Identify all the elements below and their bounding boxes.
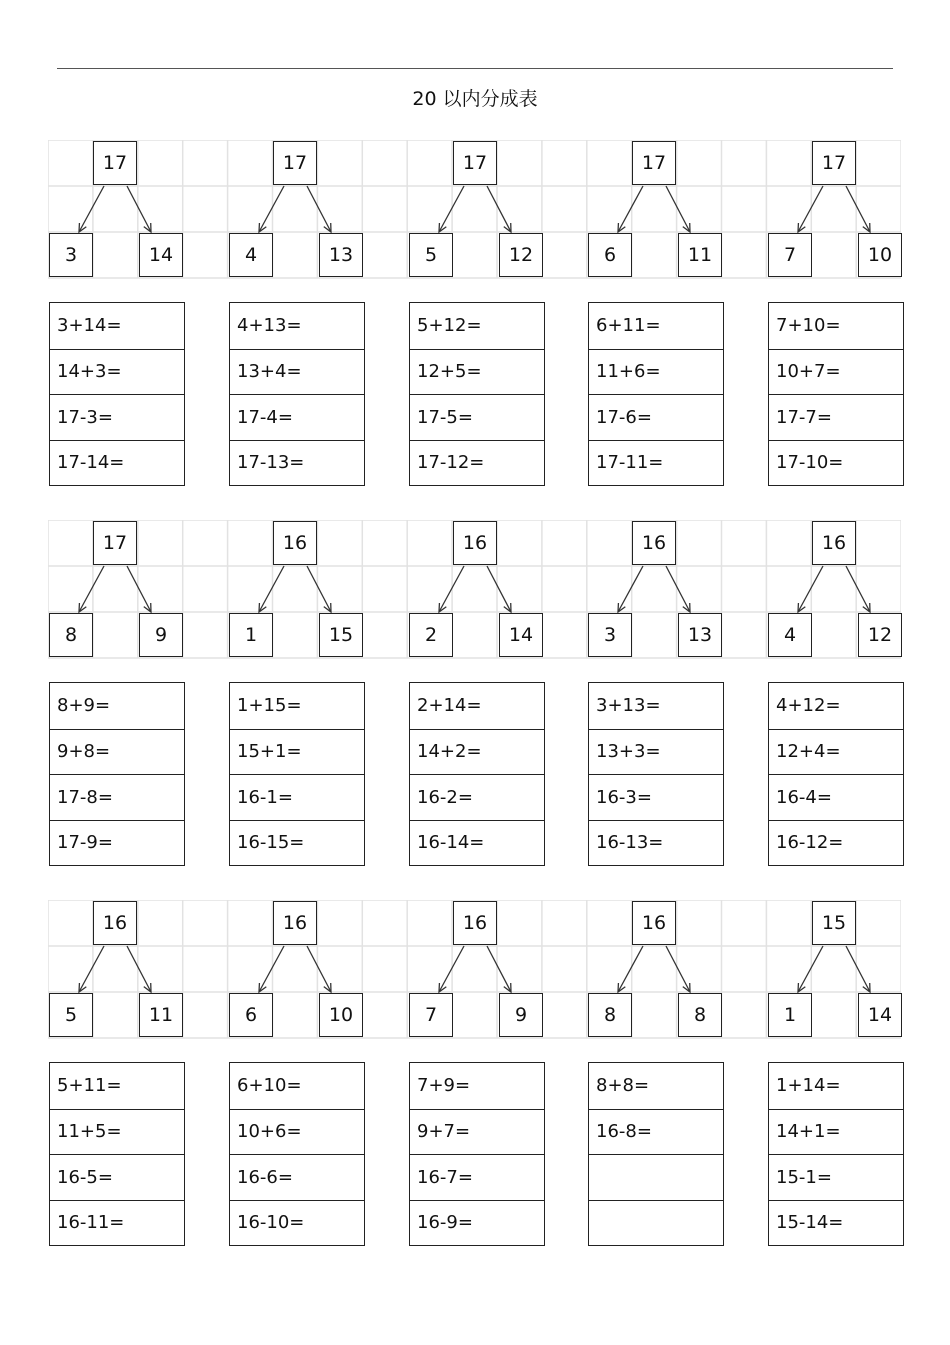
left-part-box: 7 [409, 993, 453, 1037]
equation-cell: 12+4= [769, 729, 903, 775]
equation-cell: 4+12= [776, 695, 841, 717]
arrow [307, 566, 331, 612]
right-part-box: 13 [319, 233, 363, 277]
arrow [798, 566, 823, 612]
equation-cell: 16-2= [410, 774, 544, 820]
equation-cell: 16-13= [589, 820, 723, 866]
arrow [259, 186, 284, 232]
equation-cell [589, 1200, 723, 1246]
arrow [79, 946, 104, 992]
equation-cell: 16-8= [589, 1109, 723, 1155]
right-part-box: 14 [499, 613, 543, 657]
arrow [487, 186, 511, 232]
whole-number-box: 16 [93, 901, 137, 945]
left-part-box: 4 [768, 613, 812, 657]
arrow [259, 566, 284, 612]
left-part-box: 5 [409, 233, 453, 277]
left-part-box: 1 [229, 613, 273, 657]
arrow [846, 946, 870, 992]
arrow [846, 566, 870, 612]
equation-cell [589, 1154, 723, 1200]
equation-table [229, 682, 365, 866]
equation-table [229, 1062, 365, 1246]
equation-cell: 5+12= [417, 315, 482, 337]
equation-table [49, 1062, 185, 1246]
equation-cell: 16-7= [410, 1154, 544, 1200]
equation-cell: 17-12= [410, 440, 544, 486]
equation-table [588, 682, 724, 866]
equation-cell: 17-14= [50, 440, 184, 486]
equation-cell: 16-15= [230, 820, 364, 866]
equation-table [409, 302, 545, 486]
whole-number-box: 17 [273, 141, 317, 185]
whole-number-box: 16 [812, 521, 856, 565]
left-part-box: 6 [229, 993, 273, 1037]
arrow [79, 186, 104, 232]
equation-table [768, 1062, 904, 1246]
arrow [666, 946, 690, 992]
equation-cell: 11+5= [50, 1109, 184, 1155]
right-part-box: 9 [139, 613, 183, 657]
equation-cell: 15-14= [769, 1200, 903, 1246]
equation-table [588, 1062, 724, 1246]
left-part-box: 2 [409, 613, 453, 657]
equation-cell: 3+13= [596, 695, 661, 717]
equation-cell: 17-8= [50, 774, 184, 820]
whole-number-box: 16 [632, 901, 676, 945]
left-part-box: 4 [229, 233, 273, 277]
arrow [666, 566, 690, 612]
whole-number-box: 17 [453, 141, 497, 185]
equation-table [768, 682, 904, 866]
left-part-box: 8 [588, 993, 632, 1037]
arrow [439, 946, 464, 992]
left-part-box: 3 [588, 613, 632, 657]
equation-cell: 7+10= [776, 315, 841, 337]
right-part-box: 11 [678, 233, 722, 277]
arrow [798, 186, 823, 232]
whole-number-box: 15 [812, 901, 856, 945]
equation-cell: 16-9= [410, 1200, 544, 1246]
row-band [48, 900, 901, 1246]
right-part-box: 11 [139, 993, 183, 1037]
right-part-box: 14 [139, 233, 183, 277]
equation-cell: 8+9= [57, 695, 111, 717]
row-band [48, 520, 901, 866]
whole-number-box: 17 [812, 141, 856, 185]
right-part-box: 12 [858, 613, 902, 657]
equation-cell: 12+5= [410, 349, 544, 395]
equation-table [409, 682, 545, 866]
arrow [439, 566, 464, 612]
equation-cell: 15-1= [769, 1154, 903, 1200]
equation-cell: 16-11= [50, 1200, 184, 1246]
whole-number-box: 17 [93, 521, 137, 565]
equation-cell: 5+11= [57, 1075, 122, 1097]
equation-cell: 10+7= [769, 349, 903, 395]
equation-cell: 14+1= [769, 1109, 903, 1155]
equation-cell: 16-12= [769, 820, 903, 866]
equation-cell: 16-10= [230, 1200, 364, 1246]
equation-cell: 17-6= [589, 394, 723, 440]
equation-cell: 17-11= [589, 440, 723, 486]
equation-cell: 16-4= [769, 774, 903, 820]
left-part-box: 1 [768, 993, 812, 1037]
equation-cell: 10+6= [230, 1109, 364, 1155]
arrow [259, 946, 284, 992]
arrow [618, 946, 643, 992]
arrow [127, 946, 151, 992]
right-part-box: 10 [319, 993, 363, 1037]
equation-cell: 14+2= [410, 729, 544, 775]
left-part-box: 6 [588, 233, 632, 277]
equation-table [768, 302, 904, 486]
right-part-box: 8 [678, 993, 722, 1037]
equation-cell: 17-13= [230, 440, 364, 486]
equation-table [409, 1062, 545, 1246]
equation-cell: 16-14= [410, 820, 544, 866]
right-part-box: 10 [858, 233, 902, 277]
equation-cell: 2+14= [417, 695, 482, 717]
equation-cell: 16-3= [589, 774, 723, 820]
arrow [487, 946, 511, 992]
arrow [307, 186, 331, 232]
right-part-box: 12 [499, 233, 543, 277]
whole-number-box: 16 [632, 521, 676, 565]
equation-cell: 3+14= [57, 315, 122, 337]
arrow [618, 186, 643, 232]
equation-cell: 16-5= [50, 1154, 184, 1200]
right-part-box: 13 [678, 613, 722, 657]
equation-cell: 17-9= [50, 820, 184, 866]
arrow [307, 946, 331, 992]
equation-cell: 16-1= [230, 774, 364, 820]
equation-cell: 6+11= [596, 315, 661, 337]
equation-cell: 9+7= [410, 1109, 544, 1155]
equation-cell: 1+15= [237, 695, 302, 717]
equation-cell: 1+14= [776, 1075, 841, 1097]
right-part-box: 15 [319, 613, 363, 657]
equation-cell: 7+9= [417, 1075, 471, 1097]
whole-number-box: 16 [453, 521, 497, 565]
right-part-box: 9 [499, 993, 543, 1037]
equation-cell: 15+1= [230, 729, 364, 775]
left-part-box: 5 [49, 993, 93, 1037]
equation-cell: 6+10= [237, 1075, 302, 1097]
right-part-box: 14 [858, 993, 902, 1037]
arrow [798, 946, 823, 992]
equation-cell: 17-4= [230, 394, 364, 440]
equation-cell: 14+3= [50, 349, 184, 395]
equation-cell: 13+3= [589, 729, 723, 775]
equation-cell: 17-7= [769, 394, 903, 440]
row-band [48, 140, 901, 486]
arrow [846, 186, 870, 232]
whole-number-box: 17 [632, 141, 676, 185]
left-part-box: 3 [49, 233, 93, 277]
whole-number-box: 16 [273, 521, 317, 565]
equation-table [229, 302, 365, 486]
whole-number-box: 16 [453, 901, 497, 945]
equation-cell: 9+8= [50, 729, 184, 775]
equation-cell: 17-10= [769, 440, 903, 486]
equation-table [588, 302, 724, 486]
arrow [618, 566, 643, 612]
arrow [439, 186, 464, 232]
left-part-box: 8 [49, 613, 93, 657]
equation-cell: 11+6= [589, 349, 723, 395]
arrow [127, 566, 151, 612]
arrow [79, 566, 104, 612]
arrow [666, 186, 690, 232]
top-rule [57, 68, 893, 69]
whole-number-box: 16 [273, 901, 317, 945]
equation-table [49, 682, 185, 866]
arrow [127, 186, 151, 232]
equation-cell: 16-6= [230, 1154, 364, 1200]
equation-cell: 13+4= [230, 349, 364, 395]
arrow [487, 566, 511, 612]
equation-table [49, 302, 185, 486]
equation-cell: 4+13= [237, 315, 302, 337]
whole-number-box: 17 [93, 141, 137, 185]
page-title: 20 以内分成表 [412, 88, 538, 110]
left-part-box: 7 [768, 233, 812, 277]
equation-cell: 17-3= [50, 394, 184, 440]
equation-cell: 17-5= [410, 394, 544, 440]
equation-cell: 8+8= [596, 1075, 650, 1097]
